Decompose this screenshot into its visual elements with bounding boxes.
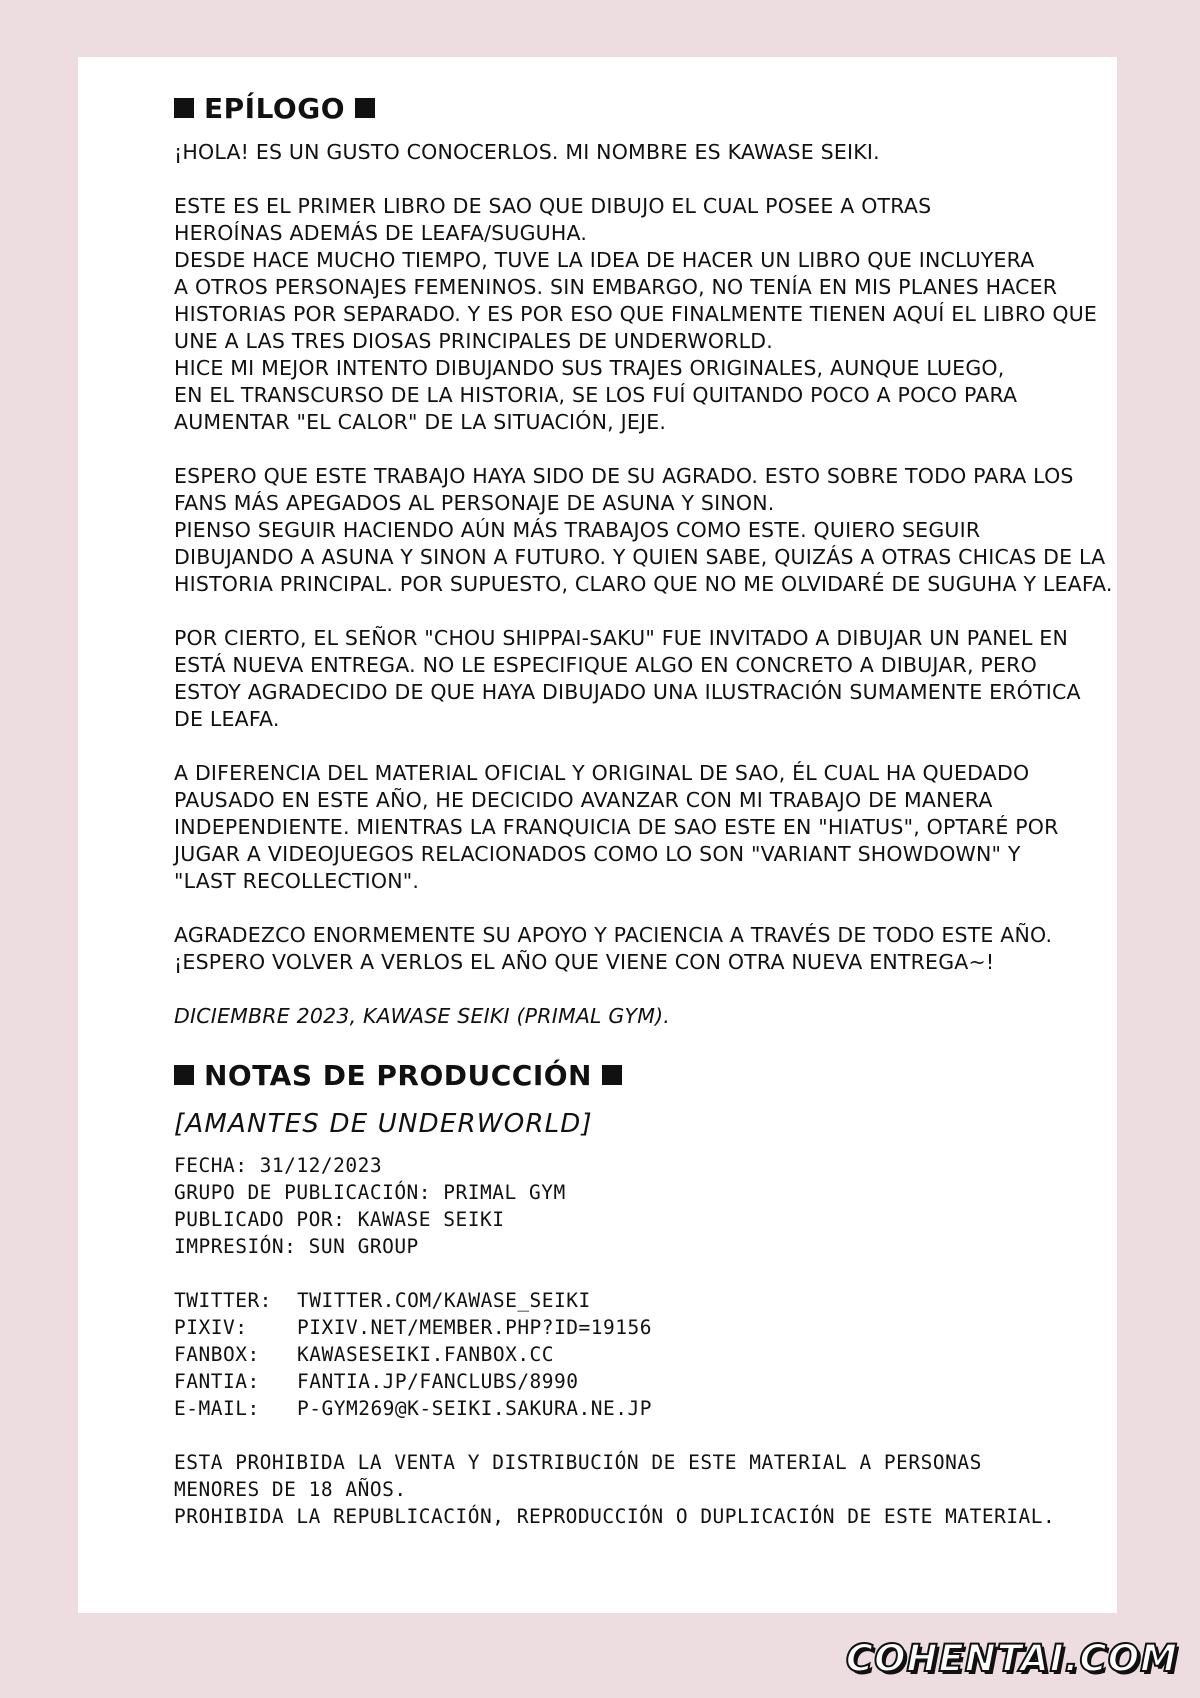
contact-label: E-MAIL:	[174, 1397, 260, 1420]
text-line: POR CIERTO, EL SEÑOR "CHOU SHIPPAI-SAKU" FUE INVITADO A DIBUJAR UN PANEL EN	[174, 626, 1068, 650]
text-line: ESPERO QUE ESTE TRABAJO HAYA SIDO DE SU AGRADO. ESTO SOBRE TODO PARA LOS	[174, 464, 1074, 488]
epilogue-signature	[174, 1003, 1087, 1030]
square-bullet-icon	[174, 1065, 194, 1085]
contact-link: TWITTER.COM/KAWASE_SEIKI	[297, 1289, 591, 1312]
text-line: INDEPENDIENTE. MIENTRAS LA FRANQUICIA DE SAO ESTE EN "HIATUS", OPTARÉ POR	[174, 815, 1059, 839]
text-line: PAUSADO EN ESTE AÑO, HE DECICIDO AVANZAR CON MI TRABAJO DE MANERA	[174, 788, 993, 812]
text-line: "LAST RECOLLECTION".	[174, 869, 420, 893]
epilogue-paragraph	[174, 760, 1087, 895]
text-line: HISTORIAS POR SEPARADO. Y ES POR ESO QUE FINALMENTE TIENEN AQUÍ EL LIBRO QUE	[174, 302, 1098, 326]
text-line: DE LEAFA.	[174, 707, 280, 731]
contact-row-fantia	[174, 1368, 1087, 1395]
contact-row-email	[174, 1395, 1087, 1422]
contact-list	[174, 1287, 1087, 1422]
epilogue-body	[174, 139, 1113, 1030]
production-heading	[174, 1052, 1087, 1098]
epilogue-heading	[174, 85, 1087, 131]
contact-row-fanbox	[174, 1341, 1087, 1368]
text-line: HICE MI MEJOR INTENTO DIBUJANDO SUS TRAJES ORIGINALES, AUNQUE LUEGO,	[174, 356, 1005, 380]
production-details	[174, 1152, 1087, 1260]
epilogue-paragraph	[174, 139, 1087, 166]
text-line: JUGAR A VIDEOJUEGOS RELACIONADOS COMO LO SON "VARIANT SHOWDOWN" Y	[174, 842, 1021, 866]
notice-line: MENORES DE 18 AÑOS.	[174, 1478, 407, 1501]
contact-row-pixiv	[174, 1314, 1087, 1341]
signature-line: DICIEMBRE 2023, KAWASE SEIKI (PRIMAL GYM).	[174, 1004, 670, 1028]
text-line: UNE A LAS TRES DIOSAS PRINCIPALES DE UNDERWORLD.	[174, 329, 773, 353]
production-title: [AMANTES DE UNDERWORLD]	[174, 1109, 593, 1139]
contact-link: FANTIA.JP/FANCLUBS/8990	[297, 1370, 579, 1393]
text-line: A DIFERENCIA DEL MATERIAL OFICIAL Y ORIGINAL DE SAO, ÉL CUAL HA QUEDADO	[174, 761, 1030, 785]
contact-link: P-GYM269@K-SEIKI.SAKURA.NE.JP	[297, 1397, 652, 1420]
page-paper	[78, 57, 1117, 1613]
epilogue-heading-text: EPÍLOGO	[204, 91, 345, 125]
text-line: DIBUJANDO A ASUNA Y SINON A FUTURO. Y QUIEN SABE, QUIZÁS A OTRAS CHICAS DE LA	[174, 545, 1106, 569]
contact-link: KAWASESEIKI.FANBOX.CC	[297, 1343, 555, 1366]
detail-line: PUBLICADO POR: KAWASE SEIKI	[174, 1208, 505, 1231]
text-line: AGRADEZCO ENORMEMENTE SU APOYO Y PACIENCIA A TRAVÉS DE TODO ESTE AÑO.	[174, 923, 1053, 947]
detail-line: GRUPO DE PUBLICACIÓN: PRIMAL GYM	[174, 1181, 566, 1204]
square-bullet-icon	[602, 1065, 622, 1085]
detail-line: IMPRESIÓN: SUN GROUP	[174, 1235, 419, 1258]
text-line: A OTROS PERSONAJES FEMENINOS. SIN EMBARGO, NO TENÍA EN MIS PLANES HACER	[174, 275, 1058, 299]
legal-notice	[174, 1449, 1087, 1530]
square-bullet-icon	[174, 98, 194, 118]
site-watermark: COHENTAI.COM	[845, 1637, 1178, 1680]
text-line: HISTORIA PRINCIPAL. POR SUPUESTO, CLARO QUE NO ME OLVIDARÉ DE SUGUHA Y LEAFA.	[174, 572, 1113, 596]
contact-label: TWITTER:	[174, 1289, 272, 1312]
text-line: AUMENTAR "EL CALOR" DE LA SITUACIÓN, JEJE.	[174, 410, 667, 434]
contact-label: FANBOX:	[174, 1343, 260, 1366]
text-line: ESTÁ NUEVA ENTREGA. NO LE ESPECIFIQUE ALGO EN CONCRETO A DIBUJAR, PERO	[174, 653, 1037, 677]
contact-link: PIXIV.NET/MEMBER.PHP?ID=19156	[297, 1316, 652, 1339]
notice-line: ESTA PROHIBIDA LA VENTA Y DISTRIBUCIÓN DE ESTE MATERIAL A PERSONAS	[174, 1451, 982, 1474]
text-line: ESTE ES EL PRIMER LIBRO DE SAO QUE DIBUJO EL CUAL POSEE A OTRAS	[174, 194, 932, 218]
text-line: HEROÍNAS ADEMÁS DE LEAFA/SUGUHA.	[174, 221, 588, 245]
text-line: DESDE HACE MUCHO TIEMPO, TUVE LA IDEA DE HACER UN LIBRO QUE INCLUYERA	[174, 248, 1035, 272]
page-content	[174, 85, 1113, 1530]
text-line: ¡ESPERO VOLVER A VERLOS EL AÑO QUE VIENE CON OTRA NUEVA ENTREGA~!	[174, 950, 995, 974]
text-line: ¡HOLA! ES UN GUSTO CONOCERLOS. MI NOMBRE ES KAWASE SEIKI.	[174, 140, 880, 164]
text-line: ESTOY AGRADECIDO DE QUE HAYA DIBUJADO UNA ILUSTRACIÓN SUMAMENTE ERÓTICA	[174, 680, 1081, 704]
notice-line: PROHIBIDA LA REPUBLICACIÓN, REPRODUCCIÓN O DUPLICACIÓN DE ESTE MATERIAL.	[174, 1505, 1056, 1528]
epilogue-paragraph	[174, 922, 1087, 976]
epilogue-paragraph	[174, 193, 1098, 436]
contact-row-twitter	[174, 1287, 1087, 1314]
text-line: EN EL TRANSCURSO DE LA HISTORIA, SE LOS FUÍ QUITANDO POCO A POCO PARA	[174, 383, 1018, 407]
epilogue-paragraph	[174, 625, 1087, 733]
production-heading-text: NOTAS DE PRODUCCIÓN	[204, 1058, 592, 1092]
contact-label: FANTIA:	[174, 1370, 260, 1393]
text-line: FANS MÁS APEGADOS AL PERSONAJE DE ASUNA Y SINON.	[174, 491, 775, 515]
square-bullet-icon	[355, 98, 375, 118]
contact-label: PIXIV:	[174, 1316, 248, 1339]
epilogue-paragraph	[174, 463, 1113, 598]
detail-line: FECHA: 31/12/2023	[174, 1154, 383, 1177]
text-line: PIENSO SEGUIR HACIENDO AÚN MÁS TRABAJOS COMO ESTE. QUIERO SEGUIR	[174, 518, 981, 542]
